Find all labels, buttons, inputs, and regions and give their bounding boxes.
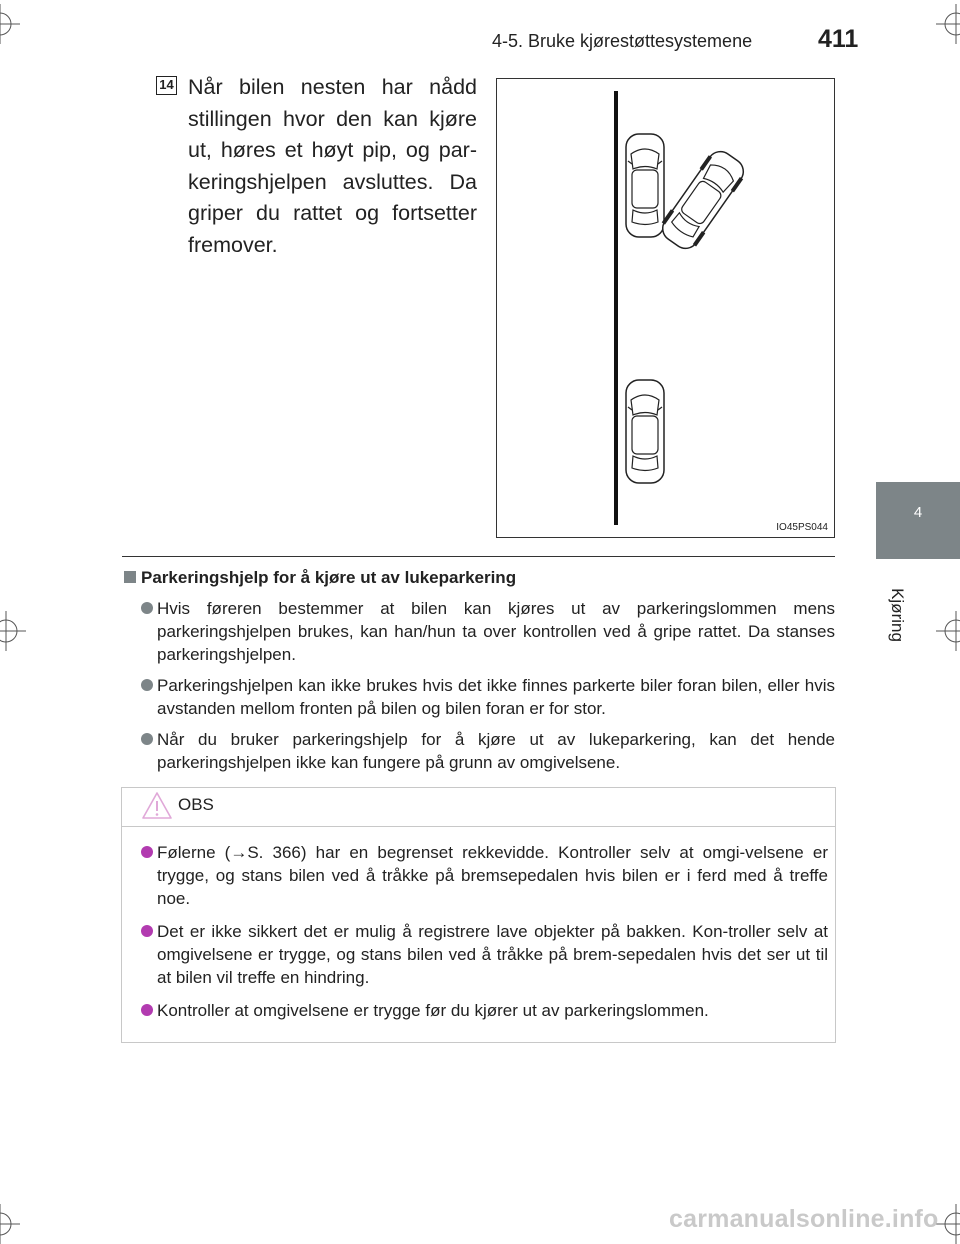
list-item <box>141 999 828 1022</box>
section-heading-text: Parkeringshjelp for å kjøre ut av lukeparkering <box>141 568 517 587</box>
step-text: Når bilen nesten har nådd stillingen hvor den kan kjøre ut, høres et høyt pip, og par-keringshjelpen avsluttes. Da griper du rattet og fortsetter fremover. <box>188 75 477 257</box>
list-item <box>141 841 828 910</box>
bullet-dot-icon <box>141 733 153 745</box>
bullet-dot-icon <box>141 846 153 858</box>
parking-illustration <box>496 78 835 538</box>
list-item <box>141 674 835 720</box>
step-number-badge: 14 <box>156 76 177 95</box>
parking-diagram <box>497 79 836 539</box>
registration-mark-bottom-left <box>0 1204 20 1244</box>
page-number: 411 <box>818 25 859 53</box>
list-item <box>141 597 835 666</box>
parked-car-front <box>626 134 664 237</box>
list-item-text: Kontroller at omgivelsene er trygge før du kjører ut av parkeringslommen. <box>157 1001 709 1020</box>
registration-mark-top-left <box>0 4 20 44</box>
parked-car-rear <box>626 380 664 483</box>
caution-title: OBS <box>178 795 214 814</box>
section-divider <box>122 556 835 557</box>
registration-mark-bottom-right <box>936 1204 960 1244</box>
bullet-dot-icon <box>141 602 153 614</box>
registration-mark-mid-left <box>0 611 26 651</box>
chapter-number: 4 <box>913 504 923 521</box>
watermark: carmanualsonline.info <box>669 1205 939 1233</box>
list-item-text: Følerne (→S. 366) har en begrenset rekkevidde. Kontroller selv at omgi-velsene er trygge, og stans bilen ved å tråkke på bremsepedalen hvis bilen er i ferd med å treffe noe. <box>157 843 828 908</box>
list-item-text: Parkeringshjelpen kan ikke brukes hvis det ikke finnes parkerte biler foran bilen, eller hvis avstanden mellom fronten på bilen og bilen foran er for stor. <box>157 676 835 718</box>
registration-mark-mid-right <box>936 611 960 651</box>
bullet-dot-icon <box>141 1004 153 1016</box>
caution-box <box>121 787 836 1043</box>
chapter-tab <box>876 482 960 559</box>
bullet-dot-icon <box>141 679 153 691</box>
running-header-section: 4-5. Bruke kjørestøttesystemene <box>492 31 753 51</box>
section-heading <box>124 568 516 588</box>
registration-mark-top-right <box>936 4 960 44</box>
list-item-text: Hvis føreren bestemmer at bilen kan kjøres ut av parkeringslommen mens parkeringshjelpen brukes, kan han/hun ta over kontrollen ved å gripe rattet. Da stanses parkeringshjelpen. <box>157 599 835 664</box>
warning-triangle-icon <box>141 791 173 821</box>
caution-list <box>141 841 828 1032</box>
bullet-dot-icon <box>141 925 153 937</box>
list-item <box>141 728 835 774</box>
caution-header <box>122 788 835 827</box>
chapter-title: Kjøring <box>888 588 907 642</box>
list-item <box>141 920 828 989</box>
heading-square-icon <box>124 571 136 583</box>
list-item-text: Det er ikke sikkert det er mulig å registrere lave objekter på bakken. Kon-troller selv at omgivelsene er trygge, og stans bilen ved å tråkke på brem-sepedalen hvis det ser ut til at bilen vil treffe en hindring. <box>157 922 828 987</box>
section-bullet-list <box>141 597 835 782</box>
moving-car <box>656 145 750 254</box>
figure-code: IO45PS044 <box>776 522 828 533</box>
chapter-title-vertical <box>877 570 917 660</box>
list-item-text: Når du bruker parkeringshjelp for å kjøre ut av lukeparkering, kan det hende parkeringshjelpen ikke kan fungere på grunn av omgivelsene. <box>157 730 835 772</box>
